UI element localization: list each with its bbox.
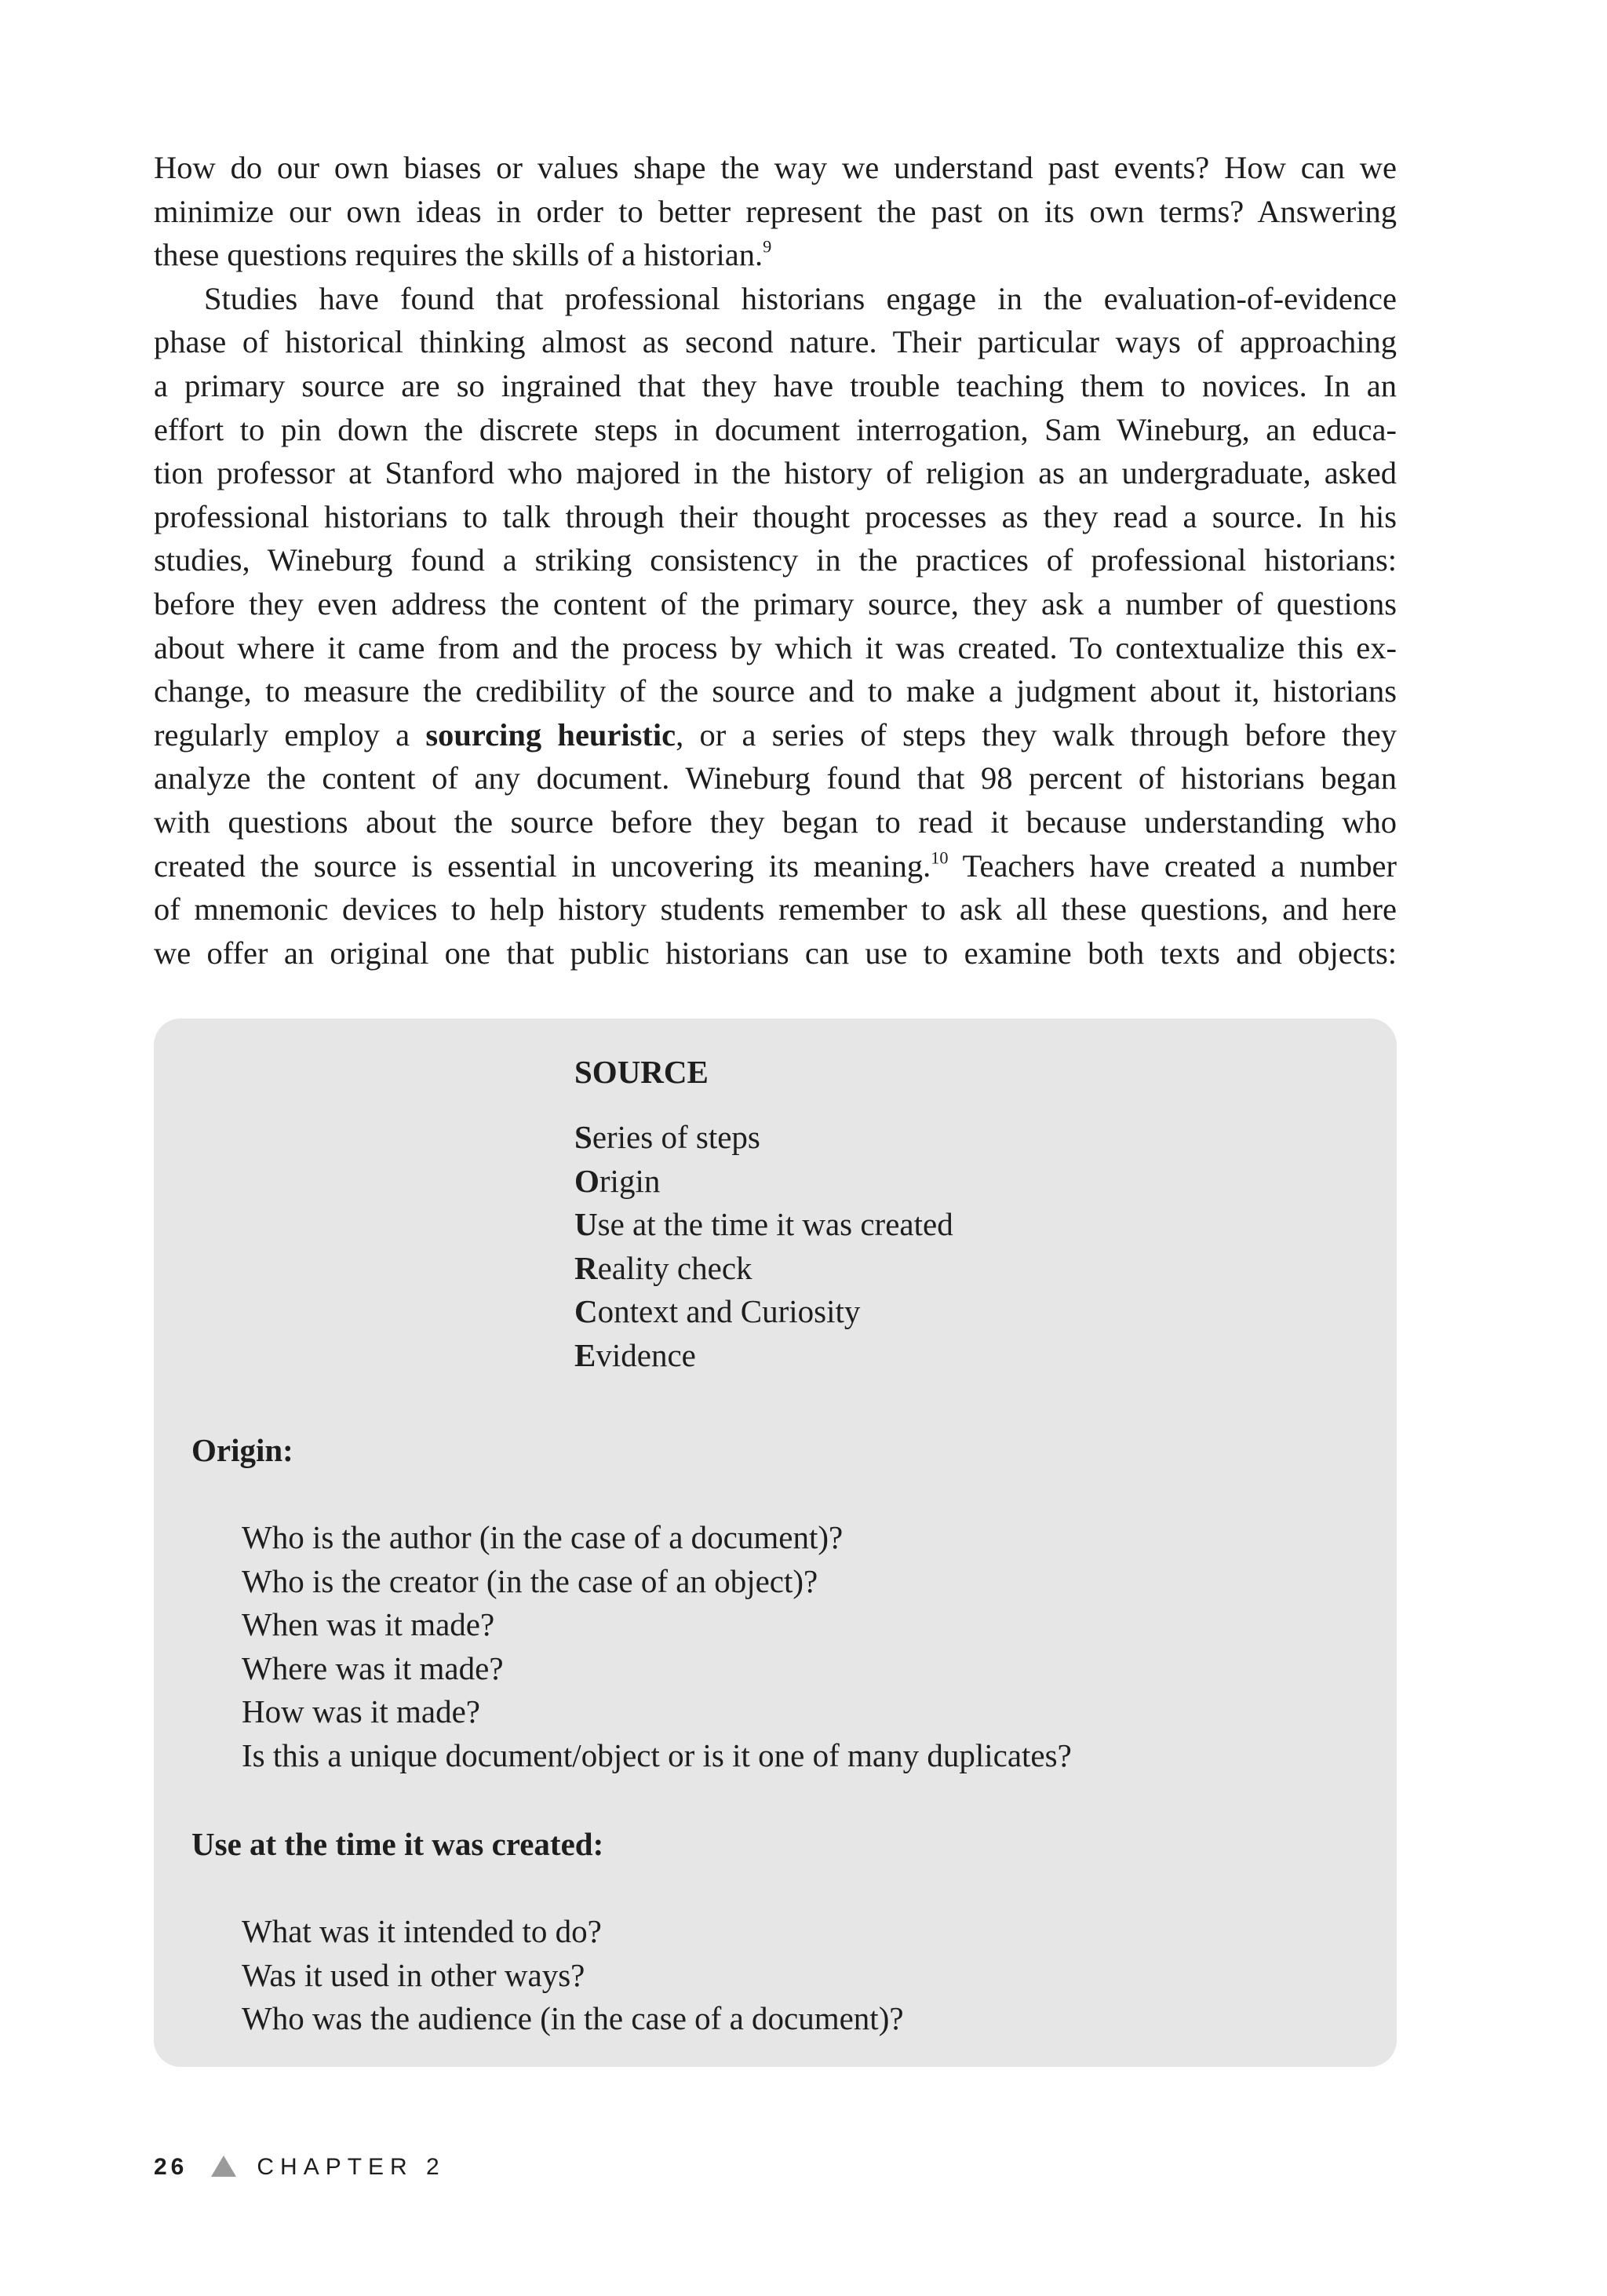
text-line: we offer an original one that public historians can use to examine both texts and objects: — [154, 935, 1397, 971]
key-term: sourcing heuristic — [425, 716, 676, 753]
question-item: What was it intended to do? — [242, 1913, 602, 1949]
origin-heading: Origin: — [191, 1432, 293, 1468]
text-line: created the source is essential in uncovering its meaning.$^{10}$ Teachers have created a number — [154, 847, 1397, 884]
question-item: Who is the creator (in the case of an object)? — [242, 1562, 818, 1599]
mnemonic-item: Context and Curiosity — [574, 1293, 861, 1330]
text-line: these questions requires the skills of a historian.$^9$ — [154, 236, 772, 273]
mnemonic-item: Reality check — [574, 1249, 752, 1286]
use-heading: Use at the time it was created: — [191, 1826, 604, 1862]
text-line: with questions about the source before they began to read it because understanding who — [154, 804, 1397, 840]
text-line: Studies have found that professional historians engage in the evaluation-of-evidence — [204, 280, 1397, 316]
use-question-list — [242, 1910, 904, 2041]
triangle-icon — [211, 2156, 236, 2177]
text-line: effort to pin down the discrete steps in document interrogation, Sam Wineburg, an educa- — [154, 411, 1397, 447]
text-line: analyze the content of any document. Wineburg found that 98 percent of historians began — [154, 760, 1397, 796]
text-line: regularly employ a sourcing heuristic, or a series of steps they walk through before they — [154, 716, 1397, 753]
footnote-ref[interactable]: 10 — [931, 847, 949, 867]
page-footer — [154, 2152, 446, 2183]
text-line: about where it came from and the process by which it was created. To contextualize this ex- — [154, 629, 1397, 665]
text-line: phase of historical thinking almost as second nature. Their particular ways of approaching — [154, 324, 1397, 360]
mnemonic-item: Origin — [574, 1162, 661, 1199]
question-item: Was it used in other ways? — [242, 1956, 585, 1993]
text-line: minimize our own ideas in order to better represent the past on its own terms? Answering — [154, 193, 1397, 229]
question-item: Who is the author (in the case of a document)? — [242, 1519, 844, 1555]
mnemonic-item: Series of steps — [574, 1119, 760, 1155]
question-item: How was it made? — [242, 1693, 480, 1730]
source-mnemonic-box — [154, 1019, 1397, 2067]
origin-question-list — [242, 1516, 1072, 1778]
text-line: a primary source are so ingrained that they have trouble teaching them to novices. In an — [154, 367, 1397, 403]
text-line: before they even address the content of the primary source, they ask a number of questions — [154, 585, 1397, 621]
chapter-label: CHAPTER 2 — [257, 2154, 446, 2180]
text-line: of mnemonic devices to help history students remember to ask all these questions, and here — [154, 891, 1397, 928]
question-item: When was it made? — [242, 1606, 495, 1643]
text-line: studies, Wineburg found a striking consistency in the practices of professional historians: — [154, 542, 1397, 578]
box-title: SOURCE — [574, 1054, 709, 1090]
question-item: Who was the audience (in the case of a document)? — [242, 2000, 904, 2037]
mnemonic-list — [574, 1116, 953, 1378]
body-text — [154, 146, 1397, 975]
text-line: change, to measure the credibility of the source and to make a judgment about it, historians — [154, 673, 1397, 709]
text-line: tion professor at Stanford who majored in the history of religion as an undergraduate, asked — [154, 455, 1397, 491]
text-line: professional historians to talk through their thought processes as they read a source. In his — [154, 498, 1397, 534]
mnemonic-item: Evidence — [574, 1336, 696, 1373]
page-number: 26 — [154, 2154, 188, 2180]
footnote-ref[interactable]: 9 — [763, 236, 772, 257]
text-line: How do our own biases or values shape the way we understand past events? How can we — [154, 150, 1397, 185]
question-item: Where was it made? — [242, 1649, 504, 1686]
question-item: Is this a unique document/object or is it one of many duplicates? — [242, 1737, 1072, 1773]
mnemonic-item: Use at the time it was created — [574, 1206, 953, 1243]
